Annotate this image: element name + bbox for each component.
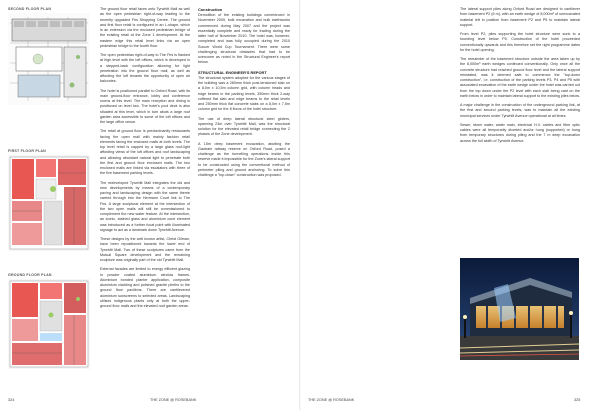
paragraph: The open pedestrian right-of-way to The Firs is flanked at high level with the loft offices, which is developed in a stepped-back configuration allowing for light penetration into the ground floor mall, as well as affording the loft tenants the opportunity of open air balconies. [100,53,190,84]
paragraph: The redeveloped Tyrwhitt Mall integrates the old and new developments by means of a contemporary paving and landscaping design with the same theme carried through into the Hermann Court link to The Firs. A large sculptural element at the intersection of the two open malls will still be commissioned to complement the new water feature. At the intersection, an iconic, stained glass and aluminium cone element was introduced as a further focal point with illuminated signage to act as a landmark down Tyrwhitt Avenue. [100,180,190,232]
paragraph: Sewer, storm water, water main, electrical H.V. cables and fibre optic cables were all temporarily diverted and/or hung (supported) or hung from temporary structures during piling and the 7 m deep excavation across the full width of Tyrwhitt Avenue. [460,122,580,143]
first-floor-plan-drawing [8,155,90,251]
paragraph: The hotel is positioned parallel to Oxford Road, with its main ground-floor entrance, lobby and conference rooms at this level. The main reception and dining is positioned on level two. The hotel's pool deck is also situated at this level, which in turn abuts a large roof garden area accessible to some of the loft offices and the large office venue. [100,88,190,124]
right-running-title: THE ZONE @ ROSEBANK [308,398,355,402]
ground-floor-plan-drawing [8,279,90,369]
left-running-title: THE ZONE @ ROSEBANK [150,398,197,402]
paragraph: A 15m deep basement excavation, abutting the Gautrain railway reserve on Oxford Road, posed a challenge as the tunnelling operations inside this reserve made it impossible for the Zone's lateral support to be constructed using the conventional method of perimeter piling and ground anchoring. To solve this challenge a "top-down" construction was proposed. [198,141,290,178]
right-page [300,0,600,410]
second-floor-plan [8,13,90,105]
section-heading-construction: Construction [198,7,223,12]
left-text-column-2 [198,7,290,182]
paragraph: The lateral support piles along Oxford Road are designed to cantilever from basement P2 (6 m), with an earth wedge of 8,000m³ of unexcavated material left in position from basement P2 and P5 to maintain lateral support. [460,7,580,27]
right-page-number: 325 [574,398,581,402]
paragraph: These designs by the well known artist, Christ Gilman, have been repositioned towards the lower end of Tyrwhitt Mall. Two of these sculptures came from the Mutual Square development and the remaining sculpture was originally part of the old Tyrwhitt Mall. [100,237,190,262]
left-page-number: 324 [8,398,15,402]
ground-floor-plan [8,279,90,369]
paragraph: External facades are limited to energy efficient glazing in powder coated aluminium window frames. Aluminium bonded planter application, composite aluminium cladding and polished granite plinths to the ground floor pavilions. There are cantilevered aluminium sunscreens to selected areas. Landscaping utilises indigenous plants only at both the upper- ground floor malls and the elevated roof garden areas. [100,267,190,308]
right-text-column [460,7,580,148]
second-floor-plan-drawing [8,13,90,105]
plan-label-second: SECOND FLOOR PLAN [8,7,52,11]
building-photo-image [460,258,579,360]
paragraph: Demolition of the existing buildings commenced in November 2009, bulk excavation and bulk earthworks commenced during May 2007 and the project was essentially complete and ready for trading during the latter half of November 2010. The hotel was, however, completed and was fully occupied during the 2010 Soccer World Cup Tournament. There were some challenging structural obstacles that had to be overcome as noted in the Structural Engineer's report below. [198,13,290,65]
plan-label-ground: GROUND FLOOR PLAN [8,273,52,277]
first-floor-plan [8,155,90,251]
building-photo [460,258,579,360]
paragraph: From level P2, piles supporting the hotel structure were sunk to a founding level below P5. Construction of the hotel proceeded conventionally upwards and this therefore set the right programme dates for the hotel opening. [460,32,580,52]
paragraph: The ground floor retail faces onto Tyrwhitt Mall as well as the open pedestrian right-of-way leading to the recently upgraded Firs Shopping Centre. The ground and first floor retail is configured in an L-shape, which is an extension via the enclosed pedestrian bridge of the existing retail at the Zone 1 development. At the eastern edge this retail level links via an open pedestrian bridge to the fourth floor. [100,7,190,48]
paragraph: The retail at ground floor is predominantly restaurants facing the open mall with mainly fashion retail elements facing the enclosed malls at both levels. The top level retail is capped by a large glass roof-light affording views of the loft offices and roof landscaping and allowing abundant natural light to penetrate both the first and ground floor enclosed malls. The two enclosed malls are linked via escalators with three of the five basement parking levels. [100,129,190,176]
paragraph: A major challenge in the construction of the underground parking link, at the first and second parking levels, was to maintain all the existing municipal services under Tyrwhitt Avenue operational at all times. [460,103,580,118]
left-text-column-1 [100,7,190,313]
paragraph: The use of deep lateral structural steel girders, spanning 23m over Tyrwhitt Mall, was the structural solution for the elevated retail bridge connecting the 2 phases of the Zone development. [198,116,290,137]
plan-label-first: FIRST FLOOR PLAN [8,149,46,153]
paragraph: The structural system adopted for the various stages of the building was a 280mm thick post-tensioned slab on a 8,0m x 10,5m column grid, with column heads and edge beams in the parking levels, 350mm thick 2-way coffered flat slab and edge beams to the retail levels and 250mm thick flat concrete slabs on a 8,0m x 7,5m column grid for the 8 floors of the hotel structure. [198,75,290,112]
section-heading-engineer-report: STRUCTURAL ENGINEER'S REPORT [198,69,267,75]
paragraph: The remainder of the basement structure outside the area taken up by the 8,000m³ earth wedges continued conventionally. Only once all the concrete structure had reached ground floor level and the lateral support reinstated, was it deemed safe to commence the "top-down construction", i.e. construction of the parking levels P3, P4 and P5 with associated excavation of the earth wedge under the hotel was carried out from the top down under the P2 level with each slab being cast on the earth below in order to maintain lateral support to the existing piles below. [460,57,580,98]
